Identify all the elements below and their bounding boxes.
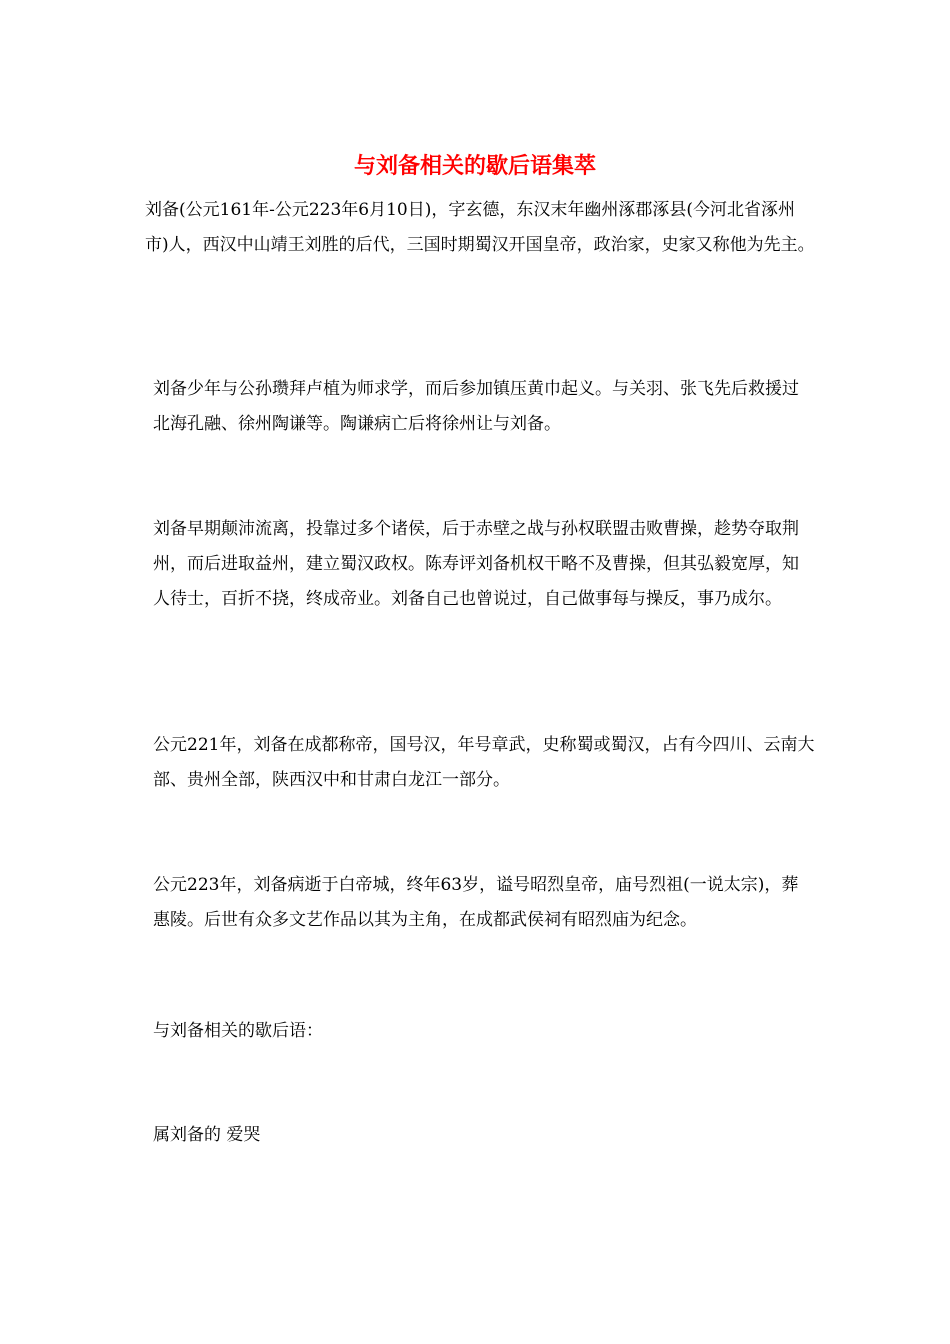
paragraph-xiehouyu-item: 属刘备的 爱哭 [153,1125,261,1145]
paragraph-death: 公元223年，刘备病逝于白帝城，终年63岁，谥号昭烈皇帝，庙号烈祖(一说太宗)，葬惠陵。后世有众多文艺作品以其为主角，在成都武侯祠有昭烈庙为纪念。 [153,875,799,930]
paragraph-career: 刘备早期颠沛流离，投靠过多个诸侯，后于赤壁之战与孙权联盟击败曹操，趁势夺取荆州，而后进取益州，建立蜀汉政权。陈寿评刘备机权干略不及曹操，但其弘毅宽厚，知人待士，百折不挠，终成帝业。刘备自己也曾说过，自己做事每与操反，事乃成尔。 [153,519,799,609]
paragraph-emperor: 公元221年，刘备在成都称帝，国号汉，年号章武，史称蜀或蜀汉，占有今四川、云南大部、贵州全部，陕西汉中和甘肃白龙江一部分。 [153,735,815,790]
paragraph-xiehouyu-heading: 与刘备相关的歇后语： [153,1021,323,1041]
document-title: 与刘备相关的歇后语集萃 [353,153,596,179]
paragraph-early-life: 刘备少年与公孙瓒拜卢植为师求学，而后参加镇压黄巾起义。与关羽、张飞先后救援过北海孔融、徐州陶谦等。陶谦病亡后将徐州让与刘备。 [153,379,799,434]
paragraph-intro: 刘备(公元161年-公元223年6月10日)，字玄德，东汉末年幽州涿郡涿县(今河北省涿州市)人，西汉中山靖王刘胜的后代，三国时期蜀汉开国皇帝，政治家，史家又称他为先主。 [145,200,815,255]
